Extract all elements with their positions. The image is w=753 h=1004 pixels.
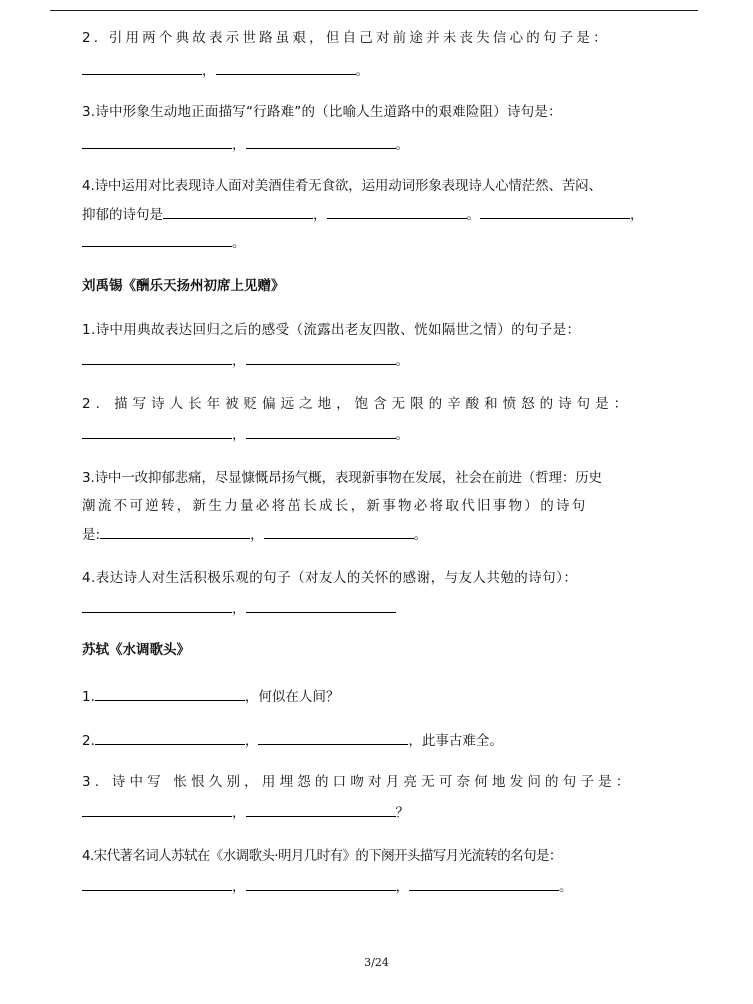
s2-q1-text: 1.诗中用典故表达回归之后的感受（流露出老友四散、恍如隔世之情）的句子是： — [82, 322, 581, 338]
s3-q4-answer-line: ， ， 。 — [82, 876, 573, 897]
answer-blank[interactable] — [264, 524, 414, 539]
s3-q4-text: 4.宋代著名词人苏轼在《水调歌头·明月几时有》的下阕开头描写月光流转的名句是： — [82, 848, 562, 864]
s2-q2-answer-line: ， 。 — [82, 424, 409, 445]
answer-blank[interactable] — [216, 60, 356, 75]
s3-q3-text: 3. 诗中写 怅恨久别，用埋怨的口吻对月亮无可奈何地发问的句子是： — [82, 774, 634, 790]
s1-q4-answer-line1: 抑郁的诗句是 ， 。 ， — [82, 204, 644, 225]
s2-q3-answer-line: 是: ， 。 — [82, 524, 427, 545]
s1-q3-answer-line: ， 。 — [82, 134, 409, 155]
answer-blank[interactable] — [327, 204, 467, 219]
answer-blank[interactable] — [100, 524, 250, 539]
answer-blank[interactable] — [82, 876, 232, 891]
answer-blank[interactable] — [480, 204, 630, 219]
s2-q2-text: 2. 描写诗人长年被贬偏远之地，饱含无限的辛酸和愤怒的诗句是： — [82, 396, 633, 412]
s3-q3-answer-line: ， ？ — [82, 802, 409, 823]
s3-q2-line: 2. ， ，此事古难全。 — [82, 730, 503, 751]
answer-blank[interactable] — [163, 204, 313, 219]
s2-q4-answer-line: ， — [82, 598, 396, 619]
s1-q4-line1: 4.诗中运用对比表现诗人面对美酒佳肴无食欲，运用动词形象表现诗人心情茫然、苦闷、 — [82, 178, 602, 194]
answer-blank[interactable] — [95, 686, 245, 701]
section-title: 刘禹锡《酬乐天扬州初席上见赠》 — [82, 278, 285, 294]
answer-blank[interactable] — [82, 60, 202, 75]
section-title: 苏轼《水调歌头》 — [82, 642, 190, 658]
s2-q3-line1: 3.诗中一改抑郁悲痛，尽显慷慨昂扬气概，表现新事物在发展，社会在前进（哲理：历史 — [82, 470, 602, 486]
answer-blank[interactable] — [246, 350, 396, 365]
answer-blank[interactable] — [246, 802, 396, 817]
answer-blank[interactable] — [82, 350, 232, 365]
answer-blank[interactable] — [82, 232, 232, 247]
s2-q3-line2: 潮流不可逆转，新生力量必将茁长成长，新事物必将取代旧事物）的诗句 — [82, 498, 588, 514]
s2-q1-answer-line: ， 。 — [82, 350, 409, 371]
answer-blank[interactable] — [409, 876, 559, 891]
answer-blank[interactable] — [246, 424, 396, 439]
answer-blank[interactable] — [246, 598, 396, 613]
s1-q2-text: 2. 引用两个典故表示世路虽艰，但自己对前途并未丧失信心的句子是： — [82, 30, 610, 46]
answer-blank[interactable] — [246, 876, 396, 891]
s2-q4-text: 4.表达诗人对生活积极乐观的句子（对友人的关怀的感谢，与友人共勉的诗句）： — [82, 570, 578, 586]
answer-blank[interactable] — [82, 134, 232, 149]
answer-blank[interactable] — [82, 424, 232, 439]
page-number: 3/24 — [364, 956, 389, 969]
s1-q4-answer-line2: 。 — [82, 232, 246, 253]
header-rule — [50, 10, 698, 11]
s1-q3-text: 3.诗中形象生动地正面描写“行路难”的（比喻人生道路中的艰难险阻）诗句是： — [82, 104, 562, 120]
s3-q1-line: 1. ，何似在人间？ — [82, 686, 339, 707]
s1-q2-answer-line: ， 。 — [82, 60, 369, 81]
answer-blank[interactable] — [258, 730, 408, 745]
answer-blank[interactable] — [82, 598, 232, 613]
answer-blank[interactable] — [95, 730, 245, 745]
answer-blank[interactable] — [82, 802, 232, 817]
answer-blank[interactable] — [246, 134, 396, 149]
